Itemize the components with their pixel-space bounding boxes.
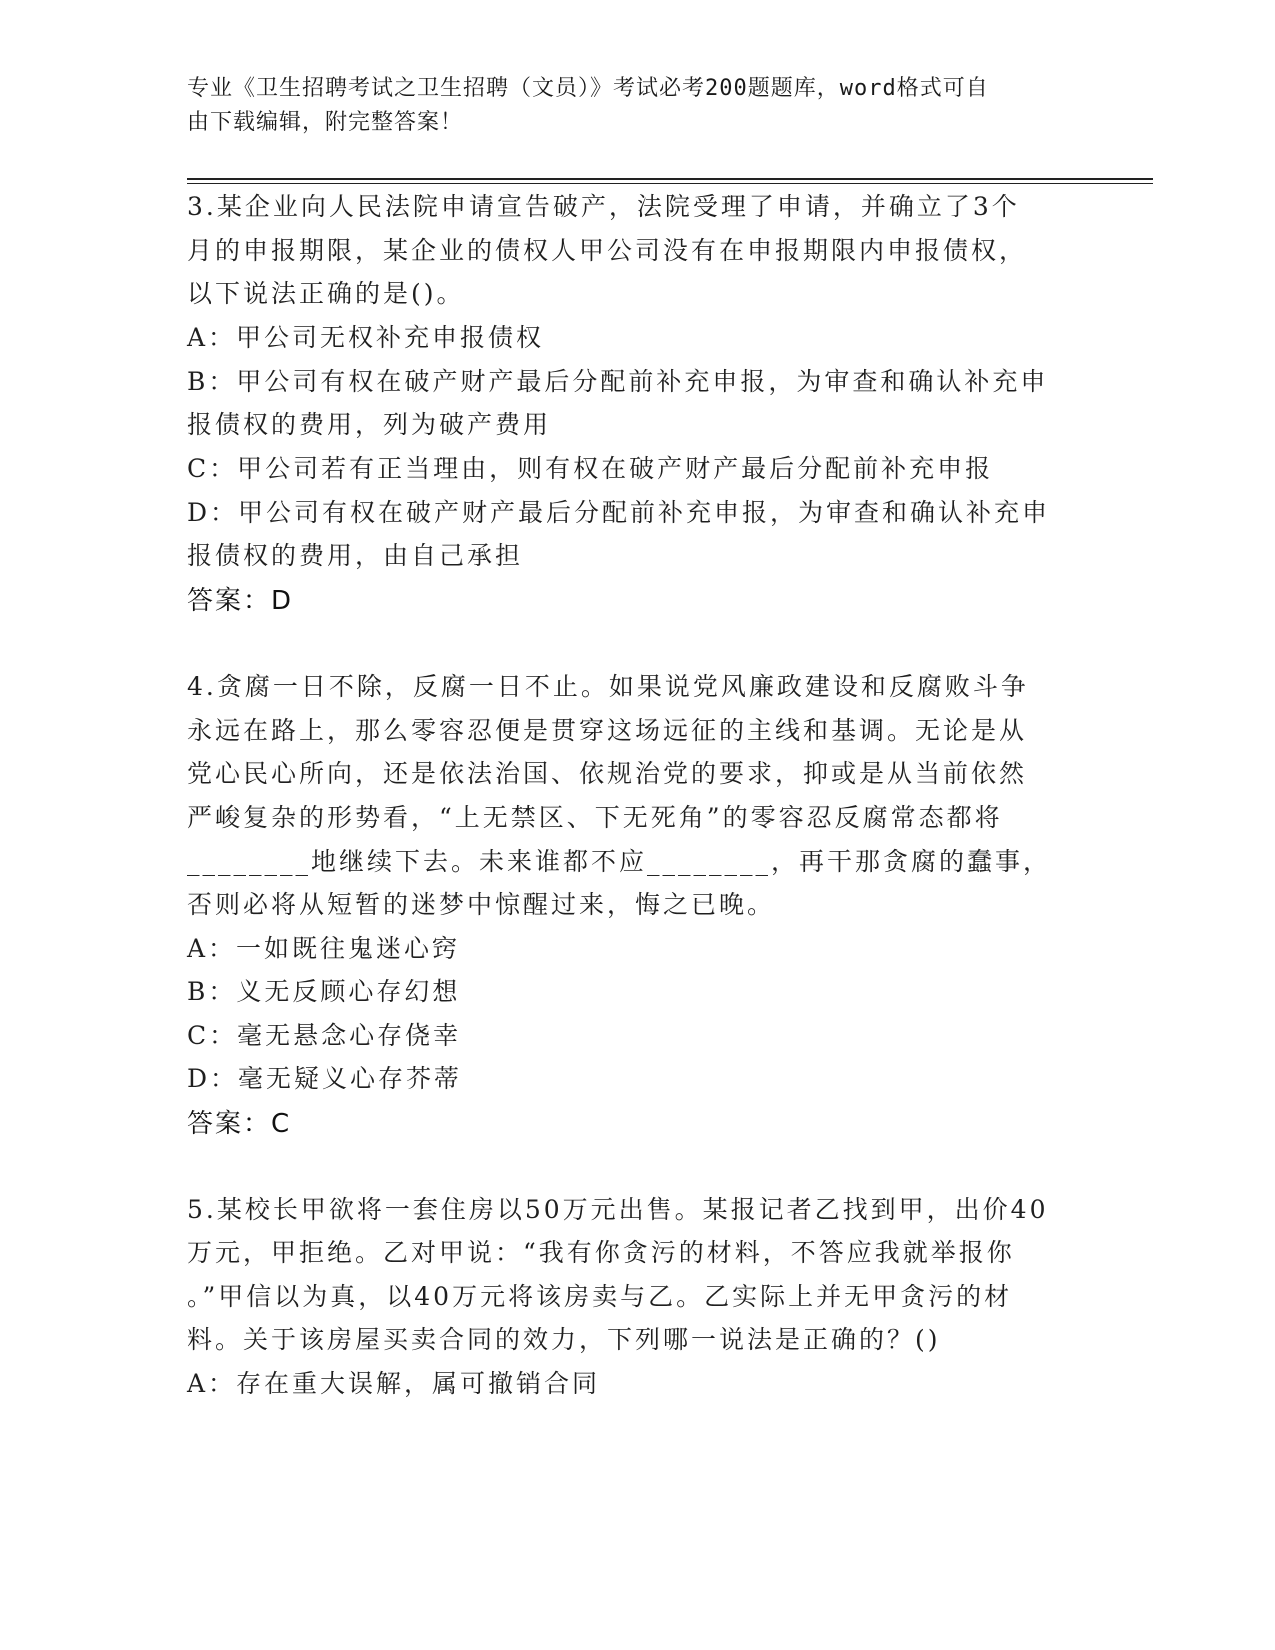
question-3-stem-line-2: 月的申报期限，某企业的债权人甲公司没有在申报期限内申报债权， — [187, 236, 1028, 265]
question-3-option-d-line-2: 报债权的费用，由自己承担 — [187, 541, 524, 570]
question-3-stem-line-1: 3.某企业向人民法院申请宣告破产，法院受理了申请，并确立了3个 — [187, 192, 1020, 221]
question-5-option-a: A：存在重大误解，属可撤销合同 — [187, 1369, 601, 1398]
question-4-stem-line-5: ________地继续下去。未来谁都不应________，再干那贪腐的蠢事， — [187, 847, 1052, 876]
header-line-1: 专业《卫生招聘考试之卫生招聘（文员）》考试必考200题题库，word格式可自 — [187, 76, 989, 101]
question-3-option-b-line-1: B：甲公司有权在破产财产最后分配前补充申报，为审查和确认补充申 — [187, 367, 1049, 396]
question-4-stem-line-2: 永远在路上，那么零容忍便是贯穿这场远征的主线和基调。无论是从 — [187, 716, 1028, 745]
question-3-option-a: A：甲公司无权补充申报债权 — [187, 323, 545, 352]
question-3-option-c: C：甲公司若有正当理由，则有权在破产财产最后分配前补充申报 — [187, 454, 994, 483]
question-4-option-a: A：一如既往鬼迷心窍 — [187, 934, 461, 963]
header-divider-thick — [187, 178, 1153, 180]
question-4-option-d: D：毫无疑义心存芥蒂 — [187, 1064, 463, 1093]
question-3-stem-line-3: 以下说法正确的是()。 — [187, 279, 465, 308]
question-3-option-d-line-1: D：甲公司有权在破产财产最后分配前补充申报，为审查和确认补充申 — [187, 498, 1051, 527]
question-5-stem-line-2: 万元，甲拒绝。乙对甲说：“我有你贪污的材料，不答应我就举报你 — [187, 1238, 1015, 1267]
question-4-stem-line-1: 4.贪腐一日不除，反腐一日不止。如果说党风廉政建设和反腐败斗争 — [187, 672, 1029, 701]
question-4-stem-line-6: 否则必将从短暂的迷梦中惊醒过来，悔之已晚。 — [187, 890, 776, 919]
question-4-option-c: C：毫无悬念心存侥幸 — [187, 1021, 462, 1050]
question-4-stem-line-3: 党心民心所向，还是依法治国、依规治党的要求，抑或是从当前依然 — [187, 759, 1028, 788]
question-5-stem-line-3: 。”甲信以为真，以40万元将该房卖与乙。乙实际上并无甲贪污的材 — [187, 1282, 1013, 1311]
question-5-stem-line-1: 5.某校长甲欲将一套住房以50万元出售。某报记者乙找到甲，出价40 — [187, 1195, 1049, 1224]
header-line-2: 由下载编辑，附完整答案！ — [187, 110, 464, 135]
question-4-answer: 答案：C — [187, 1109, 292, 1139]
header-divider-thin — [187, 183, 1153, 184]
question-3-answer: 答案：D — [187, 586, 294, 616]
document-header — [187, 72, 1087, 140]
question-4-option-b: B：义无反顾心存幻想 — [187, 977, 461, 1006]
question-5-stem-line-4: 料。关于该房屋买卖合同的效力，下列哪一说法是正确的？() — [187, 1325, 941, 1354]
question-4-stem-line-4: 严峻复杂的形势看，“上无禁区、下无死角”的零容忍反腐常态都将 — [187, 803, 1003, 832]
question-3-option-b-line-2: 报债权的费用，列为破产费用 — [187, 410, 552, 439]
